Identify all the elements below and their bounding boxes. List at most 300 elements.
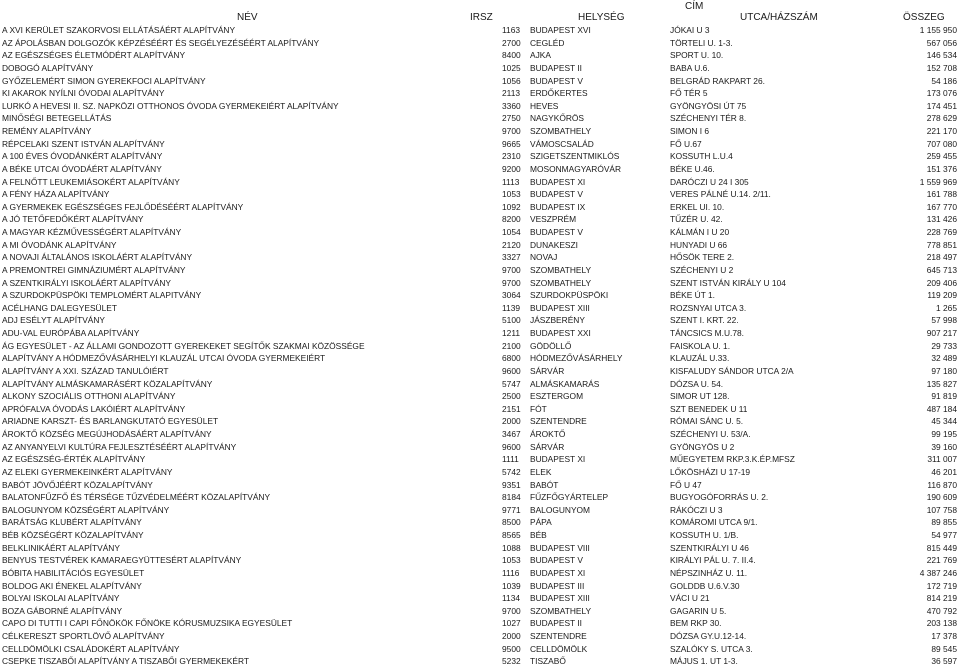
cell-postcode: 3327 (502, 252, 521, 263)
table-row (0, 150, 960, 163)
cell-amount: 907 217 (926, 328, 957, 338)
cell-city: BUDAPEST XI (530, 454, 586, 465)
cell-postcode: 1211 (502, 328, 521, 338)
table-row (0, 630, 960, 643)
cell-street: SZÉCHENYI TÉR 8. (670, 113, 747, 124)
cell-street: KOSSUTH L.U.4 (670, 151, 733, 162)
cell-street: KLAUZÁL U.33. (670, 353, 730, 364)
cell-name: ALKONY SZOCIÁLIS OTTHONI ALAPÍTVÁNY (2, 391, 176, 402)
cell-city: BUDAPEST III (530, 580, 585, 591)
cell-postcode: 6800 (502, 353, 521, 364)
cell-postcode: 2000 (502, 631, 521, 641)
cell-amount: 39 160 (931, 441, 957, 452)
cell-city: SZENTENDRE (530, 631, 587, 641)
cell-postcode: 5747 (502, 378, 521, 389)
cell-city: SZOMBATHELY (530, 126, 592, 136)
table-row (0, 605, 960, 618)
cell-city: VÁMOSCSALÁD (530, 138, 594, 149)
table-row (0, 112, 960, 125)
cell-amount: 174 451 (926, 100, 957, 111)
table-row (0, 352, 960, 365)
cell-street: TÖRTELI U. 1-3. (670, 37, 733, 48)
cell-name: ALAPÍTVÁNY A HÓDMEZŐVÁSÁRHELYI KLAUZÁL UTCAI ÓVODA GYERMEKEIÉRT (2, 353, 326, 364)
table-row (0, 390, 960, 403)
cell-amount: 209 406 (926, 277, 957, 288)
cell-postcode: 2500 (502, 391, 521, 402)
cell-amount: 567 056 (926, 37, 957, 48)
cell-city: AJKA (530, 50, 551, 61)
cell-street: GYÖNGYÖSI ÚT 75 (670, 100, 747, 111)
table-row (0, 327, 960, 340)
cell-postcode: 9600 (502, 365, 521, 376)
cell-name: BABÓT JÖVŐJÉÉRT KÖZALAPÍTVÁNY (2, 479, 153, 490)
cell-amount: 487 184 (926, 403, 957, 414)
cell-name: ÁG EGYESÜLET - AZ ÁLLAMI GONDOZOTT GYEREKEKET SEGÍTŐK SZAKMAI KÖZÖSSÉGE (2, 340, 365, 351)
cell-city: CELLDÖMÖLK (530, 643, 588, 654)
cell-city: BUDAPEST XXI (530, 328, 591, 338)
cell-postcode: 9200 (502, 163, 521, 174)
table-row (0, 314, 960, 327)
table-row (0, 428, 960, 441)
table-row (0, 340, 960, 353)
cell-name: BARÁTSÁG KLUBÉRT ALAPÍTVÁNY (2, 517, 142, 528)
cell-city: BÉB (530, 530, 547, 540)
table-row (0, 100, 960, 113)
table-row (0, 617, 960, 630)
cell-city: GÖDÖLLŐ (530, 340, 572, 351)
cell-city: BUDAPEST II (530, 618, 582, 629)
cell-postcode: 1111 (502, 454, 519, 465)
cell-city: BUDAPEST XVI (530, 25, 591, 35)
cell-city: SZURDOKPÜSPÖKI (530, 290, 609, 301)
cell-street: ERKEL UI. 10. (670, 201, 725, 212)
table-row (0, 62, 960, 75)
cell-city: SZENTENDRE (530, 416, 587, 427)
cell-street: FAISKOLA U. 1. (670, 340, 731, 351)
cell-name: REMÉNY ALAPÍTVÁNY (2, 126, 92, 136)
cell-street: SZENT ISTVÁN KIRÁLY U 104 (670, 277, 786, 288)
cell-city: JÁSZBERÉNY (530, 315, 585, 326)
cell-amount: 36 597 (931, 656, 957, 667)
table-row (0, 251, 960, 264)
cell-name: CAPO DI TUTTI I CAPI FŐNÖKÖK FŐNÖKE KÓRUSMUZSIKA EGYESÜLET (2, 618, 293, 629)
cell-postcode: 2113 (502, 88, 521, 99)
cell-postcode: 1113 (502, 176, 520, 187)
cell-street: LŐKÖSHÁZI U 17-19 (670, 466, 751, 477)
cell-name: LURKÓ A HEVESI II. SZ. NAPKÖZI OTTHONOS ÓVODA GYERMEKEIÉRT ALAPÍTVÁNY (2, 100, 339, 111)
table-row (0, 289, 960, 302)
cell-amount: 46 201 (931, 466, 957, 477)
table-row (0, 554, 960, 567)
cell-city: ELEK (530, 466, 552, 477)
cell-city: NAGYKŐRÖS (530, 113, 584, 124)
cell-street: DARÓCZI U 24 I 305 (670, 176, 749, 187)
cell-street: MŰEGYETEM RKP.3.K.ÉP.MFSZ (670, 454, 795, 465)
cell-amount: 91 819 (931, 391, 957, 402)
cell-amount: 470 792 (926, 605, 957, 616)
cell-name: BELKLINIKÁÉRT ALAPÍTVÁNY (2, 542, 120, 553)
cell-city: BUDAPEST V (530, 227, 583, 237)
header-nev: NÉV (237, 12, 258, 23)
cell-postcode: 1139 (502, 302, 521, 313)
cell-postcode: 9665 (502, 138, 521, 149)
cell-amount: 228 769 (926, 227, 957, 237)
cell-amount: 167 770 (926, 201, 957, 212)
cell-city: VESZPRÉM (530, 214, 577, 225)
cell-amount: 1 155 950 (919, 25, 957, 35)
cell-street: KÁLMÁN I U 20 (670, 227, 730, 237)
cell-street: RÁKÓCZI U 3 (670, 504, 723, 515)
cell-street: KISFALUDY SÁNDOR UTCA 2/A (670, 365, 794, 376)
cell-name: GYŐZELEMÉRT SIMON GYEREKFOCI ALAPÍTVÁNY (2, 75, 206, 86)
cell-postcode: 9500 (502, 643, 521, 654)
cell-postcode: 1116 (502, 567, 520, 578)
table-row (0, 592, 960, 605)
cell-name: BOZA GÁBORNÉ ALAPÍTVÁNY (2, 605, 123, 616)
cell-postcode: 1134 (502, 593, 521, 604)
cell-city: TISZABŐ (530, 656, 566, 667)
cell-postcode: 8200 (502, 214, 521, 225)
table-row (0, 529, 960, 542)
cell-amount: 146 534 (926, 50, 957, 61)
cell-city: HEVES (530, 100, 559, 111)
table-row (0, 403, 960, 416)
cell-amount: 57 998 (931, 315, 957, 326)
table-row (0, 163, 960, 176)
cell-street: SZT BENEDEK U 11 (670, 403, 748, 414)
cell-name: MINŐSÉGI BETEGELLÁTÁS (2, 113, 112, 124)
cell-street: ROZSNYAI UTCA 3. (670, 302, 747, 313)
table-row (0, 453, 960, 466)
table-row (0, 239, 960, 252)
cell-city: ALMÁSKAMARÁS (530, 378, 600, 389)
cell-name: RÉPCELAKI SZENT ISTVÁN ALAPÍTVÁNY (2, 138, 165, 149)
cell-street: JÓKAI U 3 (670, 25, 710, 35)
cell-amount: 278 629 (926, 113, 957, 124)
cell-city: BALOGUNYOM (530, 504, 591, 515)
cell-amount: 54 977 (931, 530, 957, 540)
cell-amount: 97 180 (931, 365, 957, 376)
cell-city: MOSONMAGYARÓVÁR (530, 163, 622, 174)
cell-city: SZOMBATHELY (530, 264, 592, 275)
table-row (0, 567, 960, 580)
cell-street: DÓZSA GY.U.12-14. (670, 631, 747, 641)
cell-amount: 190 609 (926, 492, 957, 503)
cell-city: SZOMBATHELY (530, 605, 592, 616)
table-row (0, 201, 960, 214)
cell-postcode: 1163 (502, 25, 521, 35)
cell-amount: 89 855 (931, 517, 957, 528)
cell-amount: 119 209 (927, 290, 957, 301)
cell-name: ALAPÍTVÁNY ALMÁSKAMARÁSÉRT KÖZALAPÍTVÁNY (2, 378, 213, 389)
cell-postcode: 9351 (502, 479, 521, 490)
cell-city: HÓDMEZŐVÁSÁRHELY (530, 353, 623, 364)
cell-postcode: 5100 (502, 315, 521, 326)
cell-amount: 814 219 (926, 593, 957, 604)
cell-name: A NOVAJI ÁLTALÁNOS ISKOLÁÉRT ALAPÍTVÁNY (2, 252, 193, 263)
cell-city: BUDAPEST II (530, 62, 582, 73)
cell-amount: 259 455 (926, 151, 957, 162)
cell-amount: 645 713 (926, 264, 957, 275)
table-row (0, 277, 960, 290)
cell-city: DUNAKESZI (530, 239, 578, 250)
table-row (0, 479, 960, 492)
cell-name: CÉLKERESZT SPORTLÖVŐ ALAPÍTVÁNY (2, 631, 165, 641)
cell-city: SZOMBATHELY (530, 277, 592, 288)
cell-postcode: 3467 (502, 429, 521, 439)
cell-name: CELLDÖMÖLKI CSALÁDOKÉRT ALAPÍTVÁNY (2, 643, 180, 654)
cell-name: APRÓFALVA ÓVODÁS LAKÓIÉRT ALAPÍTVÁNY (2, 403, 186, 414)
cell-street: KOMÁROMI UTCA 9/1. (670, 517, 758, 528)
cell-city: BUDAPEST VIII (530, 542, 590, 553)
table-row (0, 491, 960, 504)
cell-name: ADU-VAL EURÓPÁBA ALAPÍTVÁNY (2, 328, 140, 338)
cell-street: SZENT I. KRT. 22. (670, 315, 739, 326)
cell-amount: 221 769 (926, 555, 957, 566)
cell-amount: 135 827 (926, 378, 957, 389)
cell-postcode: 1053 (502, 555, 521, 566)
cell-amount: 45 344 (931, 416, 957, 427)
header-irsz: IRSZ (470, 12, 493, 23)
cell-name: BÉB KÖZSÉGÉRT KÖZALAPÍTVÁNY (2, 530, 144, 540)
cell-street: NÉPSZINHÁZ U. 11. (670, 567, 748, 578)
cell-city: BUDAPEST XI (530, 176, 586, 187)
table-row (0, 542, 960, 555)
cell-postcode: 8400 (502, 50, 521, 61)
cell-street: SIMOR UT 128. (670, 391, 730, 402)
cell-name: ALAPÍTVÁNY A XXI. SZÁZAD TANULÓIÉRT (2, 365, 169, 376)
cell-street: GOLDDB U.6.V.30 (670, 580, 740, 591)
cell-amount: 32 489 (931, 353, 957, 364)
cell-street: BÉKE U.46. (670, 163, 715, 174)
cell-amount: 173 076 (926, 88, 957, 99)
cell-street: VERES PÁLNÉ U.14. 2/11. (670, 189, 771, 200)
cell-street: TÁNCSICS M.U.78. (670, 328, 744, 338)
cell-city: BUDAPEST XIII (530, 593, 590, 604)
cell-postcode: 2120 (502, 239, 521, 250)
cell-postcode: 3064 (502, 290, 521, 301)
cell-city: CEGLÉD (530, 37, 565, 48)
cell-amount: 707 080 (926, 138, 957, 149)
table-row (0, 24, 960, 37)
cell-city: BUDAPEST XI (530, 567, 586, 578)
table-row (0, 188, 960, 201)
header-cim: CÍM (685, 1, 704, 12)
cell-name: ADJ ESÉLYT ALAPÍTVÁNY (2, 315, 106, 326)
cell-city: PÁPA (530, 517, 552, 528)
cell-amount: 29 733 (931, 340, 957, 351)
cell-street: BELGRÁD RAKPART 26. (670, 75, 765, 86)
cell-postcode: 1027 (502, 618, 521, 629)
cell-city: ERDŐKERTES (530, 88, 588, 99)
cell-amount: 116 870 (927, 479, 957, 490)
cell-postcode: 1054 (502, 227, 521, 237)
cell-postcode: 2151 (502, 403, 521, 414)
cell-name: A FELNŐTT LEUKEMIÁSOKÉRT ALAPÍTVÁNY (2, 176, 180, 187)
cell-name: A GYERMEKEK EGÉSZSÉGES FEJLŐDÉSÉÉRT ALAPÍTVÁNY (2, 201, 244, 212)
cell-postcode: 8184 (502, 492, 521, 503)
cell-postcode: 3360 (502, 100, 521, 111)
cell-name: BOLYAI ISKOLAI ALAPÍTVÁNY (2, 593, 120, 604)
cell-street: SPORT U. 10. (670, 50, 724, 61)
cell-postcode: 5742 (502, 466, 521, 477)
cell-postcode: 1039 (502, 580, 521, 591)
cell-name: BENYUS TESTVÉREK KAMARAEGYÜTTESÉRT ALAPÍTVÁNY (2, 555, 242, 566)
cell-name: BALOGUNYOM KÖZSÉGÉRT ALAPÍTVÁNY (2, 504, 170, 515)
cell-name: A MAGYAR KÉZMŰVESSÉGÉRT ALAPÍTVÁNY (2, 227, 182, 237)
cell-amount: 311 007 (927, 454, 957, 465)
cell-name: DOBOGÓ ALAPÍTVÁNY (2, 62, 94, 73)
cell-amount: 778 851 (926, 239, 957, 250)
cell-city: SÁRVÁR (530, 441, 565, 452)
cell-name: A XVI KERÜLET SZAKORVOSI ELLÁTÁSÁÉRT ALAPÍTVÁNY (2, 25, 236, 35)
cell-amount: 4 387 246 (919, 567, 957, 578)
table-row (0, 504, 960, 517)
cell-postcode: 9700 (502, 277, 521, 288)
cell-city: NOVAJ (530, 252, 558, 263)
header-helyseg: HELYSÉG (578, 12, 625, 23)
cell-street: SZENTKIRÁLYI U 46 (670, 542, 749, 553)
cell-city: ÁROKTŐ (530, 429, 566, 439)
cell-city: ESZTERGOM (530, 391, 584, 402)
cell-name: A SZENTKIRÁLYI ISKOLÁÉRT ALAPÍTVÁNY (2, 277, 171, 288)
table-row (0, 378, 960, 391)
table-row (0, 516, 960, 529)
cell-amount: 54 186 (931, 75, 957, 86)
table-row (0, 264, 960, 277)
cell-postcode: 2000 (502, 416, 521, 427)
cell-postcode: 2700 (502, 37, 521, 48)
cell-name: ARIADNE KARSZT- ÉS BARLANGKUTATÓ EGYESÜLET (2, 416, 219, 427)
cell-postcode: 8500 (502, 517, 521, 528)
cell-amount: 152 708 (926, 62, 957, 73)
cell-name: A BÉKE UTCAI ÓVODÁÉRT ALAPÍTVÁNY (2, 163, 162, 174)
cell-name: A SZURDOKPÜSPÖKI TEMPLOMÉRT ALAPITVÁNY (2, 290, 202, 301)
cell-city: BUDAPEST V (530, 555, 583, 566)
cell-street: FŐ U.67 (670, 138, 702, 149)
table-row (0, 580, 960, 593)
table-row (0, 655, 960, 668)
table-row (0, 49, 960, 62)
cell-amount: 218 497 (926, 252, 957, 263)
table-row (0, 75, 960, 88)
cell-name: BÓBITA HABILITÁCIÓS EGYESÜLET (2, 567, 145, 578)
cell-amount: 99 195 (931, 429, 957, 439)
cell-city: BUDAPEST IX (530, 201, 586, 212)
table-row (0, 441, 960, 454)
cell-postcode: 9700 (502, 264, 521, 275)
cell-postcode: 9700 (502, 605, 521, 616)
table-row (0, 176, 960, 189)
cell-name: AZ ELEKI GYERMEKEINKÉRT ALAPÍTVÁNY (2, 466, 173, 477)
cell-street: HŐSÖK TERE 2. (670, 252, 735, 263)
cell-name: AZ ANYANYELVI KULTÚRA FEJLESZTÉSÉÉRT ALAPÍTVÁNY (2, 441, 237, 452)
cell-name: BOLDOG AKI ÉNEKEL ALAPÍTVÁNY (2, 580, 142, 591)
cell-postcode: 1056 (502, 75, 521, 86)
cell-street: DÓZSA U. 54. (670, 378, 724, 389)
header-utca: UTCA/HÁZSZÁM (740, 12, 818, 23)
cell-street: SZÉCHENYI U 2 (670, 264, 734, 275)
cell-amount: 1 559 969 (919, 176, 957, 187)
cell-name: KI AKAROK NYÍLNI ÓVODAI ALAPÍTVÁNY (2, 88, 165, 99)
cell-name: A 100 ÉVES ÓVODÁNKÉRT ALAPÍTVÁNY (2, 151, 163, 162)
cell-amount: 221 170 (926, 126, 957, 136)
table-row (0, 466, 960, 479)
cell-street: BEM RKP 30. (670, 618, 722, 629)
cell-amount: 1 265 (936, 302, 957, 313)
cell-name: A JÓ TETŐFEDŐKÉRT ALAPÍTVÁNY (2, 214, 144, 225)
cell-postcode: 1025 (502, 62, 521, 73)
cell-amount: 161 788 (926, 189, 957, 200)
cell-street: FŐ TÉR 5 (670, 88, 708, 99)
cell-street: FŐ U 47 (670, 479, 702, 490)
cell-name: ACÉLHANG DALEGYESÜLET (2, 302, 117, 313)
header-row-columns (0, 11, 960, 24)
cell-street: SZALÓKY S. UTCA 3. (670, 643, 753, 654)
cell-postcode: 1053 (502, 189, 521, 200)
cell-name: A FÉNY HÁZA ALAPÍTVÁNY (2, 189, 110, 200)
cell-postcode: 9771 (502, 504, 521, 515)
cell-city: BUDAPEST V (530, 75, 583, 86)
cell-street: GAGARIN U 5. (670, 605, 727, 616)
table-row (0, 643, 960, 656)
cell-street: TŰZÉR U. 42. (670, 214, 723, 225)
cell-name: ÁROKTŐ KÖZSÉG MEGÚJHODÁSÁÉRT ALAPÍTVÁNY (2, 429, 212, 439)
cell-city: BUDAPEST V (530, 189, 583, 200)
cell-street: SZÉCHENYI U. 53/A. (670, 429, 751, 439)
cell-name: AZ EGÉSZSÉGES ÉLETMÓDÉRT ALAPÍTVÁNY (2, 50, 186, 61)
cell-street: BÉKE ÚT 1. (670, 290, 715, 301)
cell-name: A PREMONTREI GIMNÁZIUMÉRT ALAPÍTVÁNY (2, 264, 186, 275)
table-row (0, 37, 960, 50)
cell-amount: 107 758 (926, 504, 957, 515)
cell-city: SÁRVÁR (530, 365, 565, 376)
cell-postcode: 1092 (502, 201, 521, 212)
cell-postcode: 9700 (502, 126, 521, 136)
cell-name: AZ ÁPOLÁSBAN DOLGOZÓK KÉPZÉSÉÉRT ÉS SEGÉLYEZÉSÉÉRT ALAPÍTVÁNY (2, 37, 320, 48)
table-row (0, 213, 960, 226)
cell-name: BALATONFŰZFŐ ÉS TÉRSÉGE TŰZVÉDELMÉÉRT KÖZALAPÍTVÁNY (2, 492, 271, 503)
table-row (0, 226, 960, 239)
cell-name: AZ EGÉSZSÉG-ÉRTÉK ALAPÍTVÁNY (2, 454, 146, 465)
table-row (0, 138, 960, 151)
table-body (0, 24, 960, 668)
cell-street: KIRÁLYI PÁL U. 7. II.4. (670, 555, 756, 566)
cell-city: BABÓT (530, 479, 559, 490)
cell-amount: 203 138 (926, 618, 957, 629)
cell-city: FŰZFŐGYÁRTELEP (530, 492, 609, 503)
cell-name: CSEPKE TISZABŐI ALAPÍTVÁNY A TISZABŐI GYERMEKEKÉRT (2, 656, 249, 667)
cell-street: KOSSUTH U. 1/B. (670, 530, 739, 540)
cell-street: BUGYOGÓFORRÁS U. 2. (670, 492, 769, 503)
cell-postcode: 9600 (502, 441, 521, 452)
cell-city: FÓT (530, 403, 547, 414)
cell-postcode: 2100 (502, 340, 521, 351)
table-row (0, 415, 960, 428)
cell-amount: 172 719 (926, 580, 957, 591)
cell-street: MÁJUS 1. UT 1-3. (670, 656, 738, 667)
cell-postcode: 2750 (502, 113, 521, 124)
cell-amount: 89 545 (931, 643, 957, 654)
cell-name: A MI ÓVODÁNK ALAPÍTVÁNY (2, 239, 117, 250)
cell-postcode: 2310 (502, 151, 521, 162)
cell-amount: 17 378 (931, 631, 957, 641)
cell-postcode: 5232 (502, 656, 521, 667)
cell-postcode: 8565 (502, 530, 521, 540)
cell-amount: 151 376 (926, 163, 957, 174)
table-row (0, 302, 960, 315)
table-row (0, 365, 960, 378)
